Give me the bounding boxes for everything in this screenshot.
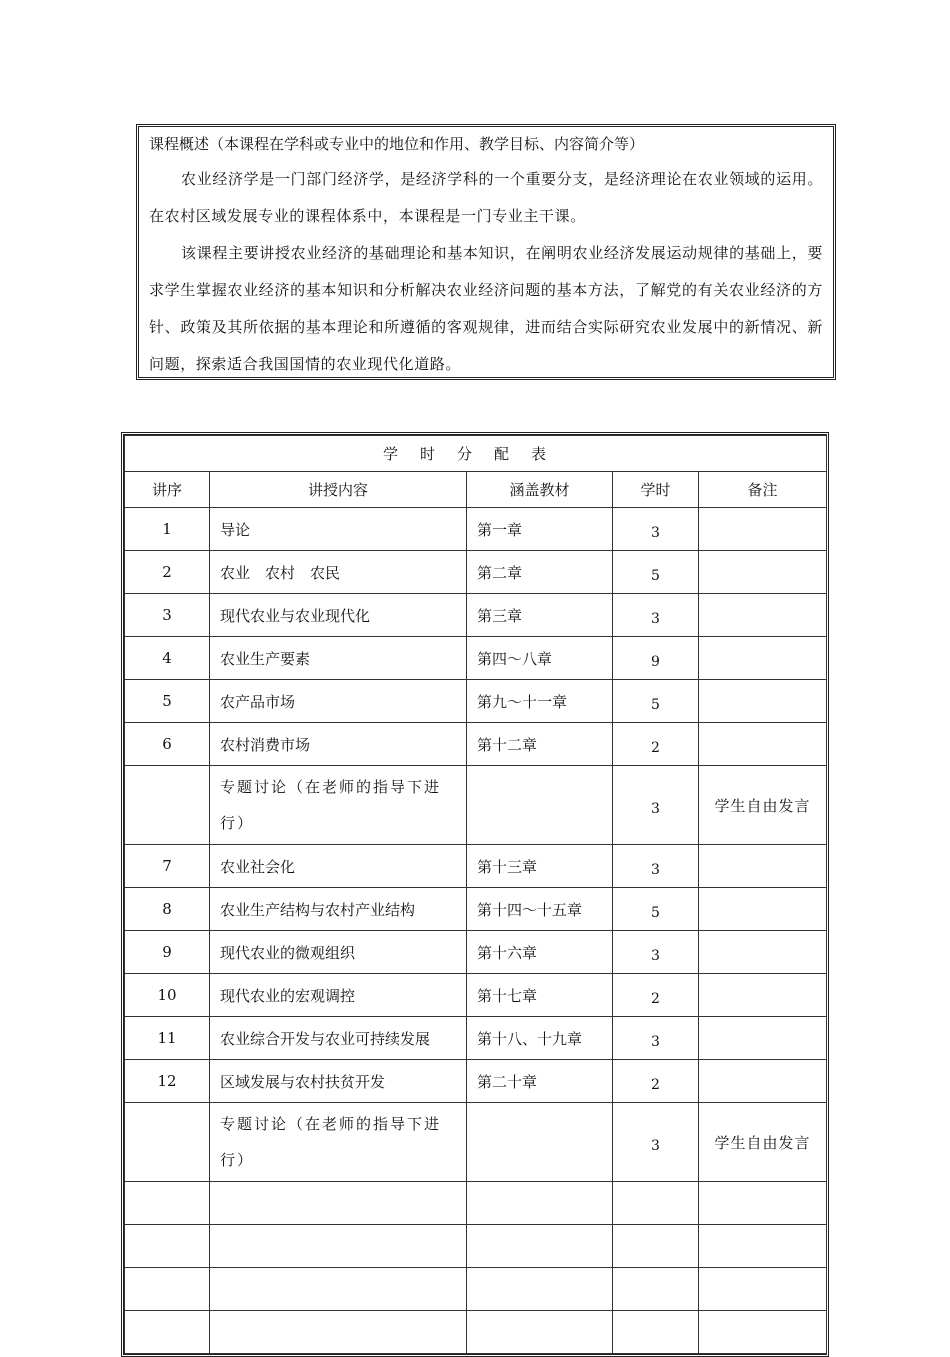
- cell-notes: [699, 680, 827, 723]
- table-title: 学时分配表: [125, 436, 827, 472]
- cell-notes: [699, 845, 827, 888]
- cell-content: 现代农业的宏观调控: [210, 974, 467, 1017]
- cell-content: 农业生产要素: [210, 637, 467, 680]
- table-row: [125, 974, 827, 1017]
- cell-lecture-no: 5: [125, 680, 210, 723]
- table-row: [125, 1268, 827, 1311]
- hours-allocation-table: [124, 435, 827, 1354]
- cell-textbook: 第十八、十九章: [467, 1017, 613, 1060]
- table-row: [125, 1182, 827, 1225]
- cell-notes: [699, 888, 827, 931]
- table-body: [125, 508, 827, 1354]
- cell-notes: [699, 931, 827, 974]
- table-row: [125, 1311, 827, 1354]
- cell-hours: [613, 1311, 699, 1354]
- cell-textbook: [467, 1268, 613, 1311]
- cell-lecture-no: 10: [125, 974, 210, 1017]
- cell-hours: 3: [613, 931, 699, 974]
- cell-lecture-no: 7: [125, 845, 210, 888]
- cell-notes: [699, 1268, 827, 1311]
- cell-lecture-no: 11: [125, 1017, 210, 1060]
- cell-lecture-no: [125, 766, 210, 845]
- cell-content: 农业综合开发与农业可持续发展: [210, 1017, 467, 1060]
- table-row: [125, 1225, 827, 1268]
- cell-textbook: 第十二章: [467, 723, 613, 766]
- cell-content: 专题讨论（在老师的指导下进行）: [210, 1103, 467, 1182]
- cell-textbook: 第二十章: [467, 1060, 613, 1103]
- cell-lecture-no: 6: [125, 723, 210, 766]
- cell-content: 农业 农村 农民: [210, 551, 467, 594]
- cell-lecture-no: 4: [125, 637, 210, 680]
- cell-content: 农业生产结构与农村产业结构: [210, 888, 467, 931]
- cell-textbook: 第十四～十五章: [467, 888, 613, 931]
- cell-content: 农业社会化: [210, 845, 467, 888]
- overview-paragraph-1: 农业经济学是一门部门经济学，是经济学科的一个重要分支，是经济理论在农业领域的运用。在农村区域发展专业的课程体系中，本课程是一门专业主干课。: [149, 170, 823, 225]
- header-lecture-no: 讲序: [125, 472, 210, 508]
- cell-notes: [699, 637, 827, 680]
- cell-hours: 5: [613, 888, 699, 931]
- cell-notes: [699, 1017, 827, 1060]
- cell-notes: [699, 594, 827, 637]
- cell-textbook: 第九～十一章: [467, 680, 613, 723]
- cell-content: 导论: [210, 508, 467, 551]
- overview-heading: 课程概述（本课程在学科或专业中的地位和作用、教学目标、内容简介等）: [149, 135, 645, 153]
- table-row: [125, 594, 827, 637]
- table-row: [125, 1060, 827, 1103]
- cell-notes: 学生自由发言: [699, 766, 827, 845]
- cell-notes: 学生自由发言: [699, 1103, 827, 1182]
- cell-content: [210, 1225, 467, 1268]
- cell-hours: 3: [613, 766, 699, 845]
- cell-hours: [613, 1225, 699, 1268]
- cell-textbook: [467, 1103, 613, 1182]
- cell-lecture-no: 2: [125, 551, 210, 594]
- table-row: [125, 637, 827, 680]
- table-row: [125, 888, 827, 931]
- cell-textbook: [467, 1225, 613, 1268]
- cell-hours: 9: [613, 637, 699, 680]
- cell-textbook: [467, 766, 613, 845]
- table-row: [125, 1017, 827, 1060]
- cell-textbook: [467, 1311, 613, 1354]
- cell-textbook: 第一章: [467, 508, 613, 551]
- cell-lecture-no: 3: [125, 594, 210, 637]
- cell-hours: 3: [613, 845, 699, 888]
- cell-textbook: [467, 1182, 613, 1225]
- course-overview-box: [136, 124, 836, 380]
- cell-lecture-no: 12: [125, 1060, 210, 1103]
- cell-hours: 2: [613, 1060, 699, 1103]
- cell-hours: 3: [613, 594, 699, 637]
- header-hours: 学时: [613, 472, 699, 508]
- cell-hours: [613, 1182, 699, 1225]
- cell-lecture-no: [125, 1225, 210, 1268]
- cell-notes: [699, 1060, 827, 1103]
- cell-lecture-no: [125, 1268, 210, 1311]
- cell-hours: 2: [613, 723, 699, 766]
- table-row: [125, 723, 827, 766]
- cell-hours: 2: [613, 974, 699, 1017]
- table-row: [125, 1103, 827, 1182]
- overview-paragraph-2: 该课程主要讲授农业经济的基础理论和基本知识，在阐明农业经济发展运动规律的基础上，要求学生掌握农业经济的基本知识和分析解决农业经济问题的基本方法，了解党的有关农业经济的方针、政策及其所依据的基本理论和所遵循的客观规律，进而结合实际研究农业发展中的新情况、新问题，探索适合我国国情的农业现代化道路。: [149, 244, 823, 373]
- cell-hours: 3: [613, 1017, 699, 1060]
- cell-notes: [699, 551, 827, 594]
- cell-lecture-no: [125, 1182, 210, 1225]
- cell-textbook: 第十六章: [467, 931, 613, 974]
- cell-hours: 3: [613, 1103, 699, 1182]
- cell-content: 农村消费市场: [210, 723, 467, 766]
- cell-hours: 5: [613, 551, 699, 594]
- cell-content: [210, 1311, 467, 1354]
- cell-lecture-no: [125, 1311, 210, 1354]
- table-row: [125, 931, 827, 974]
- cell-textbook: 第三章: [467, 594, 613, 637]
- cell-hours: [613, 1268, 699, 1311]
- cell-notes: [699, 1311, 827, 1354]
- cell-lecture-no: 1: [125, 508, 210, 551]
- cell-textbook: 第十七章: [467, 974, 613, 1017]
- header-notes: 备注: [699, 472, 827, 508]
- cell-lecture-no: [125, 1103, 210, 1182]
- cell-content: 区域发展与农村扶贫开发: [210, 1060, 467, 1103]
- cell-hours: 3: [613, 508, 699, 551]
- cell-hours: 5: [613, 680, 699, 723]
- cell-notes: [699, 1182, 827, 1225]
- table-row: [125, 766, 827, 845]
- table-row: [125, 845, 827, 888]
- cell-content: [210, 1268, 467, 1311]
- cell-content: 现代农业与农业现代化: [210, 594, 467, 637]
- cell-content: [210, 1182, 467, 1225]
- cell-textbook: 第二章: [467, 551, 613, 594]
- header-content: 讲授内容: [210, 472, 467, 508]
- cell-content: 专题讨论（在老师的指导下进行）: [210, 766, 467, 845]
- cell-lecture-no: 9: [125, 931, 210, 974]
- cell-lecture-no: 8: [125, 888, 210, 931]
- header-textbook: 涵盖教材: [467, 472, 613, 508]
- cell-content: 现代农业的微观组织: [210, 931, 467, 974]
- cell-textbook: 第四～八章: [467, 637, 613, 680]
- table-row: [125, 551, 827, 594]
- table-row: [125, 508, 827, 551]
- cell-content: 农产品市场: [210, 680, 467, 723]
- cell-textbook: 第十三章: [467, 845, 613, 888]
- table-row: [125, 680, 827, 723]
- hours-allocation-table-frame: [121, 432, 829, 1357]
- cell-notes: [699, 723, 827, 766]
- cell-notes: [699, 974, 827, 1017]
- cell-notes: [699, 1225, 827, 1268]
- cell-notes: [699, 508, 827, 551]
